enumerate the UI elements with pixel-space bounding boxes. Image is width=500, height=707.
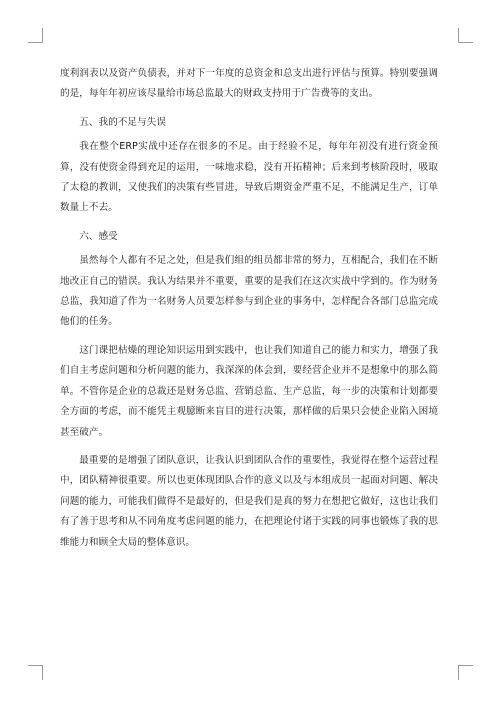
section-heading-reflections: 六、感受: [79, 230, 118, 242]
paragraph-reflections-1: 虽然每个人都有不足之处，但是我们组的组员都非常的努力，互相配合，我们在不断地改正自己的错误。我认为结果并不重要，重要的是我们在这次实战中学到的。作为财务总监，我知道了作为一名财务人员要怎样参与到企业的事务中，怎样配合各部门总监完成他们的任务。: [60, 255, 438, 328]
paragraph-shortcomings: 我在整个ERP实战中还存在很多的不足。由于经验不足，每年年初没有进行资金预算，没有使资金得到充足的运用，一味地求稳，没有开拓精神；后来到考核阶段时，吸取了太稳的教训，又使我们的决策有些冒进，导致后期资金严重不足，不能满足生产，订单数量上不去。: [60, 141, 438, 214]
paragraph-budget-continuation: 度利润表以及资产负债表，并对下一年度的总资金和总支出进行评估与预算。特别要强调的是，每年年初应该尽量给市场总监最大的财政支持用于广告费等的支出。: [60, 68, 438, 100]
section-heading-shortcomings: 五、我的不足与失误: [79, 116, 166, 128]
document-body: [60, 64, 438, 553]
crop-mark-top-right: [458, 28, 473, 43]
paragraph-reflections-2: 这门课把枯燥的理论知识运用到实践中，也让我们知道自己的能力和实力，增强了我们自主考虑问题和分析问题的能力，我深深的体会到，要经营企业并不是想象中的那么简单。不管你是企业的总裁还是财务总监、营销总监、生产总监，每一步的决策和计划都要全方面的考虑，而不能凭主观臆断来盲目的进行决策，那样做的后果只会使企业陷入困境甚至破产。: [60, 344, 438, 438]
crop-mark-top-left: [28, 28, 43, 43]
crop-mark-bottom-right: [458, 665, 473, 680]
crop-mark-bottom-left: [28, 665, 43, 680]
paragraph-reflections-3: 最重要的是增强了团队意识，让我认识到团队合作的重要性，我觉得在整个运营过程中，团队精神很重要。所以也更体现团队合作的意义以及与本组成员一起面对问题、解决问题的能力，可能我们做得不是最好的，但是我们是真的努力在想把它做好，这也让我们有了善于思考和从不同角度考虑问题的能力，在把理论付诸于实践的同事也锻炼了我的思维能力和顾全大局的整体意识。: [60, 454, 438, 548]
